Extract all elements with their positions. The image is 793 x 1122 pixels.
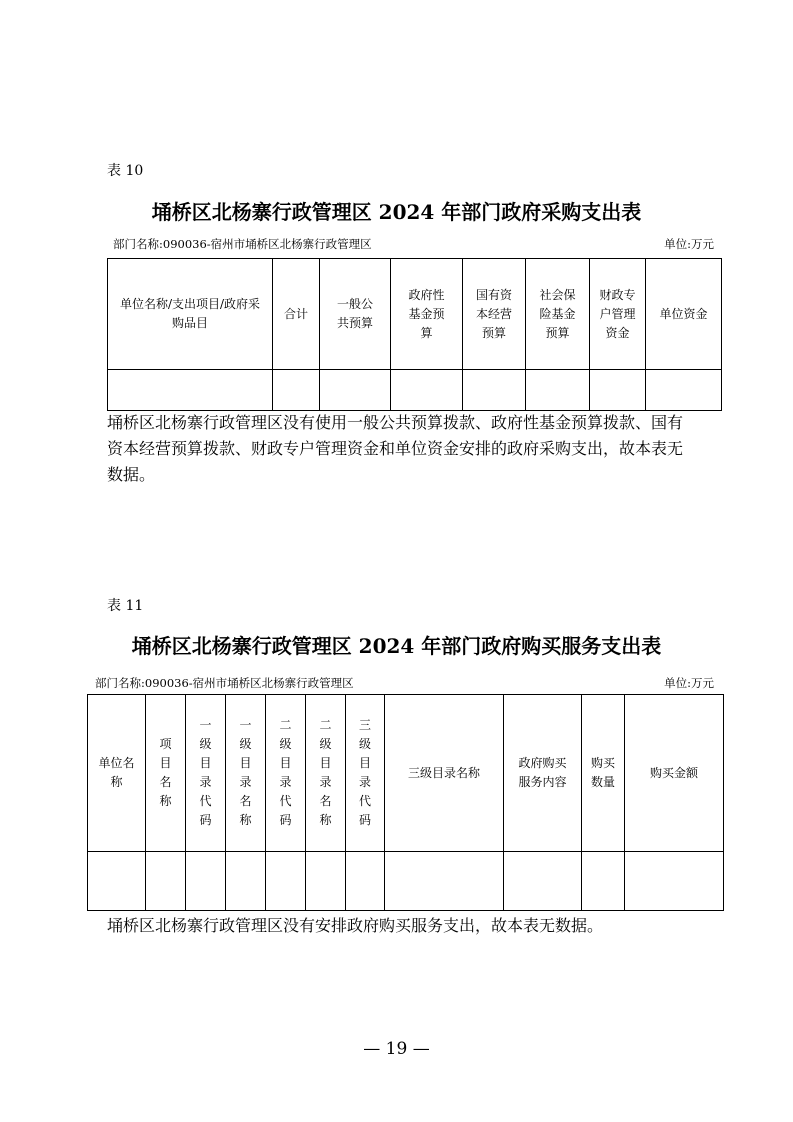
department-name: 部门名称:090036-宿州市埇桥区北杨寨行政管理区 bbox=[113, 237, 372, 251]
table-title: 埇桥区北杨寨行政管理区 2024 年部门政府购买服务支出表 bbox=[131, 634, 662, 658]
table-label: 表 10 bbox=[107, 163, 144, 179]
header-cell: 财政专户管理资金 bbox=[590, 259, 646, 370]
header-cell: 单位名称 bbox=[88, 695, 146, 852]
department-name: 部门名称:090036-宿州市埇桥区北杨寨行政管理区 bbox=[95, 676, 354, 690]
header-cell: 购买数量 bbox=[582, 695, 625, 852]
header-cell: 政府购买服务内容 bbox=[504, 695, 582, 852]
table-label: 表 11 bbox=[107, 598, 144, 614]
table-row bbox=[108, 370, 722, 411]
service-purchase-table bbox=[87, 694, 724, 911]
header-cell: 三级目录名称 bbox=[385, 695, 504, 852]
header-cell: 一级目录名称 bbox=[226, 695, 266, 852]
header-cell: 一般公共预算 bbox=[320, 259, 391, 370]
unit-label: 单位:万元 bbox=[664, 676, 714, 690]
header-cell: 项目名称 bbox=[146, 695, 186, 852]
header-cell: 政府性基金预算 bbox=[391, 259, 463, 370]
header-cell: 社会保险基金预算 bbox=[526, 259, 590, 370]
table-header-row bbox=[88, 695, 724, 852]
header-cell: 一级目录代码 bbox=[186, 695, 226, 852]
header-cell: 合计 bbox=[273, 259, 320, 370]
header-cell: 单位名称/支出项目/政府采购品目 bbox=[108, 259, 273, 370]
header-cell: 二级目录代码 bbox=[266, 695, 306, 852]
table-row bbox=[88, 852, 724, 911]
table-header-row bbox=[108, 259, 722, 370]
table-note: 埇桥区北杨寨行政管理区没有安排政府购买服务支出，故本表无数据。 bbox=[107, 916, 604, 935]
header-cell: 购买金额 bbox=[625, 695, 724, 852]
header-cell: 二级目录名称 bbox=[306, 695, 346, 852]
table-note: 埇桥区北杨寨行政管理区没有使用一般公共预算拨款、政府性基金预算拨款、国有资本经营预算拨款、财政专户管理资金和单位资金安排的政府采购支出，故本表无数据。 bbox=[107, 413, 684, 484]
unit-label: 单位:万元 bbox=[664, 237, 714, 251]
page-number: — 19 — bbox=[363, 1039, 430, 1059]
header-cell: 三级目录代码 bbox=[346, 695, 385, 852]
header-cell: 单位资金 bbox=[646, 259, 722, 370]
procurement-table bbox=[107, 258, 722, 411]
table-title: 埇桥区北杨寨行政管理区 2024 年部门政府采购支出表 bbox=[151, 200, 642, 224]
header-cell: 国有资本经营预算 bbox=[463, 259, 526, 370]
